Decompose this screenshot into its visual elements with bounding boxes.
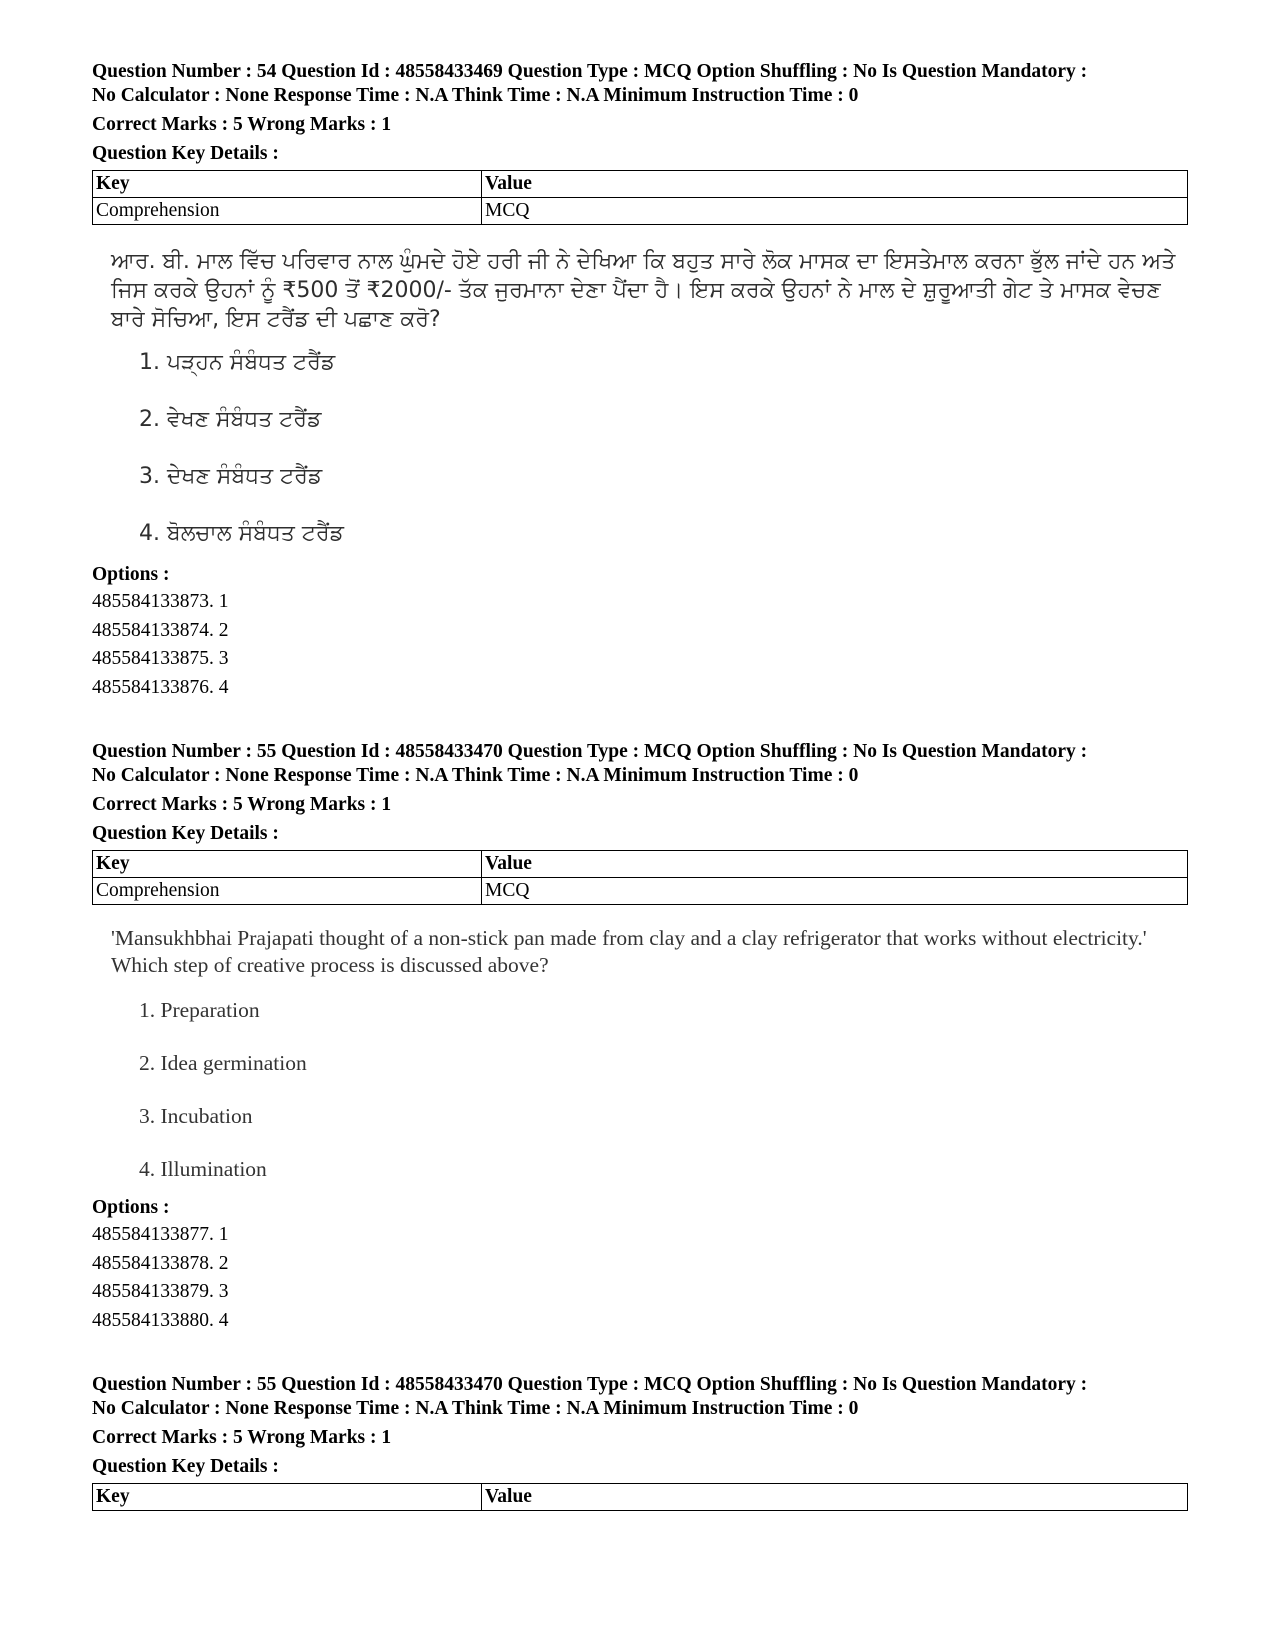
table-header-value: Value	[482, 1484, 1188, 1511]
choice-list	[139, 995, 1188, 1184]
table-header-key: Key	[93, 851, 482, 878]
marks-line: Correct Marks : 5 Wrong Marks : 1	[92, 794, 392, 815]
option-line: 485584133873. 1	[92, 591, 229, 612]
question-block-54	[92, 60, 1188, 702]
question-meta-line1: Question Number : 54 Question Id : 48558433469 Question Type : MCQ Option Shuffling : No Is Question Mandatory :	[92, 61, 1088, 82]
question-block-55	[92, 740, 1188, 1335]
question-meta-line2: No Calculator : None Response Time : N.A Think Time : N.A Minimum Instruction Time : 0	[92, 765, 859, 786]
key-details-label: Question Key Details :	[92, 823, 279, 844]
key-details-table	[92, 1483, 1188, 1511]
option-line: 485584133878. 2	[92, 1252, 229, 1274]
choice-item: 4. ਬੋਲਚਾਲ ਸੰਬੰਧਤ ਟਰੈਂਡ	[139, 521, 344, 546]
option-line: 485584133875. 3	[92, 648, 229, 669]
table-row	[93, 198, 1188, 225]
table-cell-value: MCQ	[482, 878, 1188, 905]
key-details-table	[92, 850, 1188, 905]
question-meta-line2: No Calculator : None Response Time : N.A Think Time : N.A Minimum Instruction Time : 0	[92, 1398, 859, 1419]
option-line: 485584133879. 3	[92, 1281, 229, 1302]
key-details-label: Question Key Details :	[92, 1456, 279, 1477]
marks-line: Correct Marks : 5 Wrong Marks : 1	[92, 1427, 392, 1448]
options-label: Options :	[92, 1197, 170, 1218]
table-header-row	[93, 1484, 1188, 1511]
choice-item: 2. Idea germination	[139, 1051, 307, 1075]
question-meta-line1: Question Number : 55 Question Id : 48558433470 Question Type : MCQ Option Shuffling : No Is Question Mandatory :	[92, 1374, 1088, 1395]
choice-item: 2. ਵੇਖਣ ਸੰਬੰਧਤ ਟਰੈਂਡ	[139, 407, 322, 432]
question-text: 'Mansukhbhai Prajapati thought of a non-stick pan made from clay and a clay refrigerator that works without electricity.' Which step of creative process is discussed above?	[111, 926, 1147, 977]
option-line: 485584133876. 4	[92, 676, 229, 698]
question-meta-line1: Question Number : 55 Question Id : 48558433470 Question Type : MCQ Option Shuffling : No Is Question Mandatory :	[92, 741, 1088, 762]
choice-item: 1. Preparation	[139, 998, 260, 1022]
key-details-table	[92, 170, 1188, 225]
document-page	[92, 60, 1188, 1535]
choice-list	[139, 348, 1188, 549]
choice-item: 4. Illumination	[139, 1157, 267, 1181]
table-header-value: Value	[482, 171, 1188, 198]
table-header-key: Key	[93, 1484, 482, 1511]
question-block-55-repeat	[92, 1373, 1188, 1511]
table-cell-value: MCQ	[482, 198, 1188, 225]
table-header-value: Value	[482, 851, 1188, 878]
table-header-row	[93, 851, 1188, 878]
table-cell-key: Comprehension	[93, 198, 482, 225]
option-line: 485584133874. 2	[92, 619, 229, 641]
question-text: ਆਰ. ਬੀ. ਮਾਲ ਵਿੱਚ ਪਰਿਵਾਰ ਨਾਲ ਘੁੰਮਦੇ ਹੋਏ ਹਰੀ ਜੀ ਨੇ ਦੇਖਿਆ ਕਿ ਬਹੁਤ ਸਾਰੇ ਲੋਕ ਮਾਸਕ ਦਾ ਇਸਤੇਮਾਲ ਕਰਨਾ ਭੁੱਲ ਜਾਂਦੇ ਹਨ ਅਤੇ ਜਿਸ ਕਰਕੇ ਉਹਨਾਂ ਨੂੰ ₹500 ਤੋਂ ₹2000/- ਤੱਕ ਜੁਰਮਾਨਾ ਦੇਣਾ ਪੈਂਦਾ ਹੈ। ਇਸ ਕਰਕੇ ਉਹਨਾਂ ਨੇ ਮਾਲ ਦੇ ਸ਼ੁਰੂਆਤੀ ਗੇਟ ਤੇ ਮਾਸਕ ਵੇਚਣ ਬਾਰੇ ਸੋਚਿਆ, ਇਸ ਟਰੈਂਡ ਦੀ ਪਛਾਣ ਕਰੋ?	[111, 249, 1176, 332]
table-row	[93, 878, 1188, 905]
table-header-row	[93, 171, 1188, 198]
option-line: 485584133877. 1	[92, 1224, 229, 1245]
key-details-label: Question Key Details :	[92, 143, 279, 164]
choice-item: 1. ਪੜ੍ਹਨ ਸੰਬੰਧਤ ਟਰੈਂਡ	[139, 350, 336, 375]
option-line: 485584133880. 4	[92, 1309, 229, 1331]
choice-item: 3. ਦੇਖਣ ਸੰਬੰਧਤ ਟਰੈਂਡ	[139, 464, 323, 489]
choice-item: 3. Incubation	[139, 1104, 253, 1128]
marks-line: Correct Marks : 5 Wrong Marks : 1	[92, 114, 392, 135]
table-cell-key: Comprehension	[93, 878, 482, 905]
question-meta-line2: No Calculator : None Response Time : N.A Think Time : N.A Minimum Instruction Time : 0	[92, 85, 859, 106]
table-header-key: Key	[93, 171, 482, 198]
options-label: Options :	[92, 564, 170, 585]
